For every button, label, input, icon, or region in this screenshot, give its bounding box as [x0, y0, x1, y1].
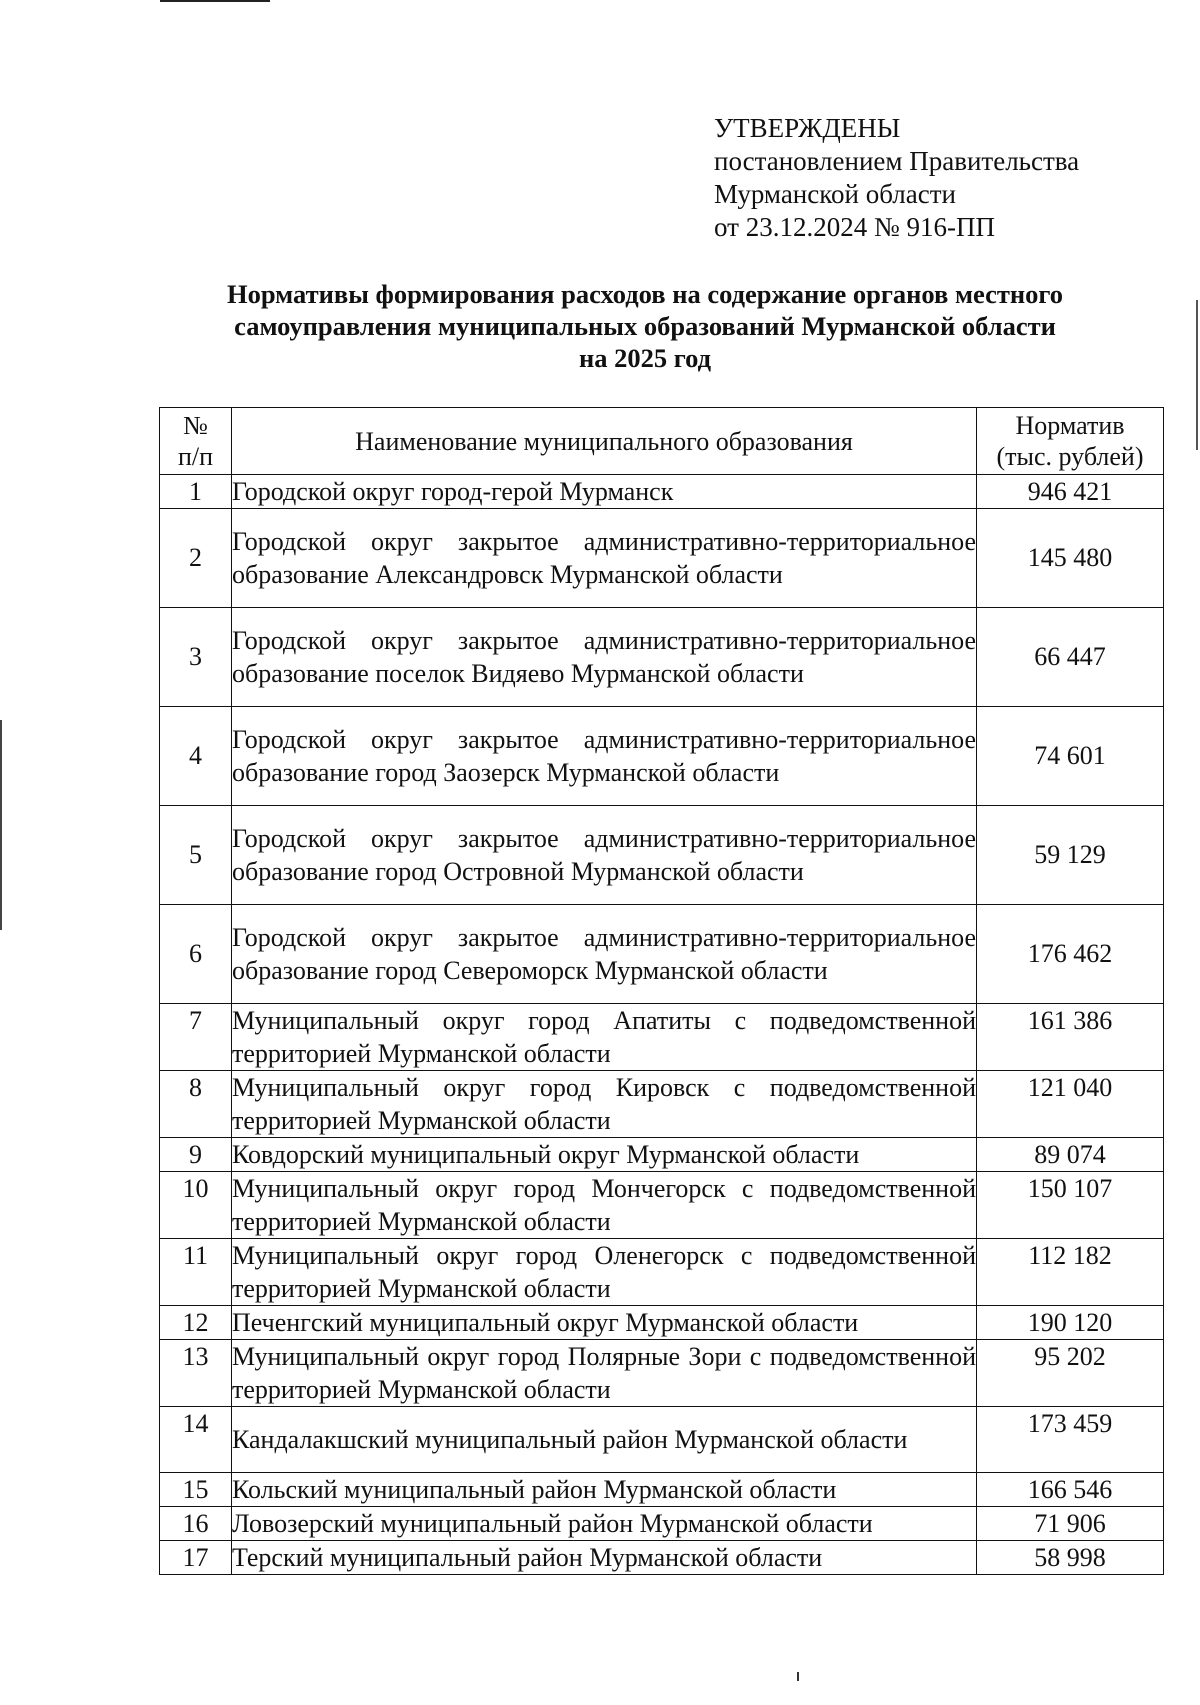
header-number-symbol: № [183, 411, 208, 440]
table-row [160, 608, 1164, 707]
table-row [160, 1340, 1164, 1407]
row-name: Печенгский муниципальный округ Мурманской области [232, 1306, 977, 1340]
table-row [160, 1407, 1164, 1473]
table-header-row [160, 408, 1164, 475]
header-value-unit: (тыс. рублей) [996, 442, 1144, 471]
row-value: 89 074 [977, 1138, 1164, 1172]
table-row [160, 1239, 1164, 1306]
header-name: Наименование муниципального образования [232, 408, 977, 475]
row-number: 13 [160, 1340, 232, 1407]
approval-heading: УТВЕРЖДЕНЫ [714, 113, 901, 143]
approval-date-number: от 23.12.2024 № 916-ПП [714, 212, 995, 242]
approval-line: постановлением Правительства [714, 146, 1080, 176]
approval-stamp [714, 112, 1079, 244]
row-number: 9 [160, 1138, 232, 1172]
row-value: 190 120 [977, 1306, 1164, 1340]
table-body [160, 475, 1164, 1575]
table-row [160, 905, 1164, 1004]
row-value: 59 129 [977, 806, 1164, 905]
table-row [160, 1507, 1164, 1541]
row-value: 71 906 [977, 1507, 1164, 1541]
header-number [160, 408, 232, 475]
row-number: 1 [160, 475, 232, 509]
header-value [977, 408, 1164, 475]
row-name: Терский муниципальный район Мурманской области [232, 1541, 977, 1575]
table-row [160, 707, 1164, 806]
title-line: самоуправления муниципальных образований Мурманской области [234, 311, 1056, 341]
row-name: Городской округ город-герой Мурманск [232, 475, 977, 509]
row-value: 161 386 [977, 1004, 1164, 1071]
row-number: 4 [160, 707, 232, 806]
row-number: 15 [160, 1473, 232, 1507]
row-number: 5 [160, 806, 232, 905]
table-row [160, 1541, 1164, 1575]
row-name: Городской округ закрытое административно-территориальное образование поселок Видяево Мурманской области [232, 608, 977, 707]
row-value: 58 998 [977, 1541, 1164, 1575]
row-name: Муниципальный округ город Мончегорск с подведомственной территорией Мурманской области [232, 1172, 977, 1239]
row-number: 8 [160, 1071, 232, 1138]
row-number: 7 [160, 1004, 232, 1071]
title-line: Нормативы формирования расходов на содержание органов местного [226, 279, 1064, 309]
row-value: 112 182 [977, 1239, 1164, 1306]
row-number: 11 [160, 1239, 232, 1306]
table-row [160, 1004, 1164, 1071]
row-number: 17 [160, 1541, 232, 1575]
table-row [160, 475, 1164, 509]
row-name: Кольский муниципальный район Мурманской области [232, 1473, 977, 1507]
row-name: Кандалакшский муниципальный район Мурманской области [232, 1407, 977, 1473]
row-name: Городской округ закрытое административно-территориальное образование Александровск Мурманской области [232, 509, 977, 608]
header-number-label: п/п [177, 442, 214, 471]
table-row [160, 1306, 1164, 1340]
approval-line: Мурманской области [714, 179, 956, 209]
row-value: 176 462 [977, 905, 1164, 1004]
scan-speck-mark [797, 1672, 799, 1681]
row-value: 66 447 [977, 608, 1164, 707]
row-value: 145 480 [977, 509, 1164, 608]
row-value: 166 546 [977, 1473, 1164, 1507]
row-number: 6 [160, 905, 232, 1004]
row-name: Муниципальный округ город Апатиты с подведомственной территорией Мурманской области [232, 1004, 977, 1071]
table-row [160, 1138, 1164, 1172]
row-number: 3 [160, 608, 232, 707]
row-name: Городской округ закрытое административно-территориальное образование город Заозерск Мурманской области [232, 707, 977, 806]
header-value-label: Норматив [1015, 411, 1125, 440]
table-row [160, 1473, 1164, 1507]
row-number: 10 [160, 1172, 232, 1239]
table-row [160, 509, 1164, 608]
row-name: Ковдорский муниципальный округ Мурманской области [232, 1138, 977, 1172]
row-name: Городской округ закрытое административно-территориальное образование город Островной Мурманской области [232, 806, 977, 905]
row-value: 121 040 [977, 1071, 1164, 1138]
row-value: 150 107 [977, 1172, 1164, 1239]
row-value: 946 421 [977, 475, 1164, 509]
title-line: на 2025 год [578, 343, 712, 373]
row-value: 74 601 [977, 707, 1164, 806]
row-name: Муниципальный округ город Оленегорск с подведомственной территорией Мурманской области [232, 1239, 977, 1306]
document-title [150, 278, 1140, 374]
scan-edge-mark [1196, 300, 1198, 450]
scan-edge-mark [0, 720, 2, 930]
row-name: Муниципальный округ город Кировск с подведомственной территорией Мурманской области [232, 1071, 977, 1138]
row-number: 2 [160, 509, 232, 608]
norms-table [159, 407, 1164, 1575]
scan-edge-mark [160, 0, 270, 2]
table-row [160, 1071, 1164, 1138]
row-number: 12 [160, 1306, 232, 1340]
row-name: Муниципальный округ город Полярные Зори с подведомственной территорией Мурманской области [232, 1340, 977, 1407]
table-row [160, 1172, 1164, 1239]
row-value: 173 459 [977, 1407, 1164, 1473]
row-number: 14 [160, 1407, 232, 1473]
row-number: 16 [160, 1507, 232, 1541]
row-value: 95 202 [977, 1340, 1164, 1407]
row-name: Ловозерский муниципальный район Мурманской области [232, 1507, 977, 1541]
table-row [160, 806, 1164, 905]
row-name: Городской округ закрытое административно-территориальное образование город Североморск Мурманской области [232, 905, 977, 1004]
